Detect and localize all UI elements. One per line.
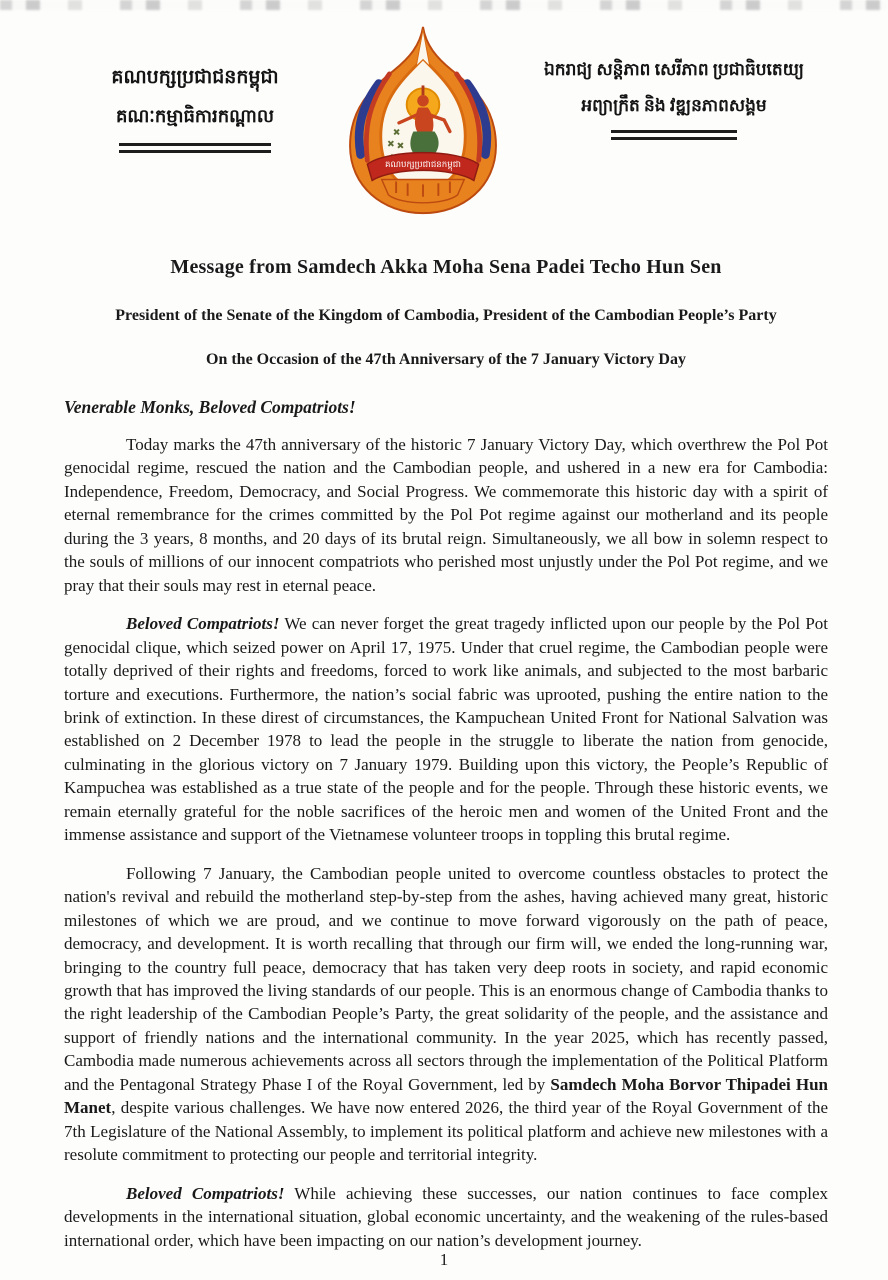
occasion-line: On the Occasion of the 47th Anniversary of the 7 January Victory Day	[206, 351, 686, 368]
motto-line1-khmer: ឯករាជ្យ សន្តិភាព សេរីភាព ប្រជាធិបតេយ្យ	[544, 60, 804, 79]
text-segment: , despite various challenges. We have now entered 2026, the third year of the Royal Government of the 7th Legislature of the National Assembly, to implement its political platform and achieve new milestones with a resolute commitment to protecting our people and territorial integrity.	[64, 1098, 828, 1165]
double-rule-left	[119, 143, 271, 153]
text-segment: Today marks the 47th anniversary of the historic 7 January Victory Day, which overthrew the Pol Pot genocidal regime, rescued the nation and the Cambodian people, and ushered in a new era for Cambodia: Independence, Freedom, Democracy, and Social Progress. We commemorate this historic day with a spirit of eternal remembrance for the crimes committed by the Pol Pot regime against our motherland and its people during the 3 years, 8 months, and 20 days of its brutal reign. Simultaneously, we all bow in solemn respect to the souls of millions of our innocent compatriots who perished most unjustly under the Pol Pot regime, and we pray that their souls may rest in eternal peace.	[64, 435, 828, 595]
letterhead-left-block	[64, 22, 326, 153]
page-number: 1	[439, 1250, 449, 1269]
text-segment: Following 7 January, the Cambodian people united to overcome countless obstacles to protect the nation's revival and rebuild the motherland step-by-step from the ashes, having achieved many great, historic milestones of which we are proud, and we continue to move forward vigorously on the path of peace, democracy, and development. It is worth recalling that through our firm will, we ended the long-running war, bringing to the country full peace, democracy that has taken very deep roots in society, and rapid economic growth that has improved the living standards of our people. This is an enormous change of Cambodia thanks to the right leadership of the Cambodian People’s Party, the great solidarity of the people, and the assistance and support of friendly nations and the international community. In the year 2025, which has recently passed, Cambodia made numerous achievements across all sectors through the implementation of the Political Platform and the Pentagonal Strategy Phase I of the Royal Government, led by	[64, 863, 828, 1094]
scan-artifact-strip	[0, 0, 888, 10]
party-name-khmer: គណបក្សប្រជាជនកម្ពុជា	[111, 67, 279, 88]
text-segment: Samdech Moha Borvor Thipadei Hun Manet	[64, 1074, 828, 1118]
letter-body	[64, 256, 828, 1252]
paragraph	[64, 612, 828, 847]
emblem-banner-text: គណបក្សប្រជាជនកម្ពុជា	[385, 159, 461, 170]
text-segment: While achieving these successes, our nation continues to face complex developments in the international situation, global economic uncertainty, and the weakening of the rules-based international order, which have been impacting on our nation’s development journey.	[64, 1183, 828, 1250]
sender-position-line: President of the Senate of the Kingdom of Cambodia, President of the Cambodian People’s Party	[115, 307, 777, 324]
cpp-emblem	[335, 24, 511, 216]
central-committee-khmer: គណៈកម្មាធិការកណ្តាល	[116, 105, 274, 126]
text-segment: Beloved Compatriots!	[126, 614, 280, 634]
paragraph	[64, 1182, 828, 1252]
text-segment: We can never forget the great tragedy inflicted upon our people by the Pol Pot genocidal clique, which seized power on April 17, 1975. Under that cruel regime, the Cambodian people were totally deprived of their rights and freedoms, forced to work like animals, and subjected to the most barbaric torture and executions. Furthermore, the nation’s social fabric was uprooted, pushing the entire nation to the brink of extinction. In these direst of circumstances, the Kampuchean United Front for National Salvation was established on 2 December 1978 to lead the people in the struggle to liberate the nation from genocide, culminating in the glorious victory on 7 January 1979. Building upon this victory, the People’s Republic of Kampuchea was established as a true state of the people and for the people. Through these historic events, we remain eternally grateful for the noble sacrifices of the heroic men and women of the United Front and the immense assistance and support of the Vietnamese volunteer troops in toppling this brutal regime.	[64, 614, 828, 845]
paragraph	[64, 433, 828, 597]
salutation-line: Venerable Monks, Beloved Compatriots!	[64, 397, 356, 417]
motto-line2-khmer: អព្យាក្រឹត និង វឌ្ឍនភាពសង្គម	[581, 95, 767, 115]
message-title: Message from Samdech Akka Moha Sena Padei Techo Hun Sen	[170, 256, 722, 278]
letterhead	[64, 0, 828, 216]
deity-head	[417, 95, 429, 107]
double-rule-right	[611, 130, 737, 140]
letterhead-right-block	[520, 22, 828, 140]
text-segment: Beloved Compatriots!	[126, 1183, 285, 1203]
paragraph	[64, 862, 828, 1167]
cpp-emblem-graphic	[335, 24, 511, 216]
body-paragraphs	[64, 433, 828, 1252]
